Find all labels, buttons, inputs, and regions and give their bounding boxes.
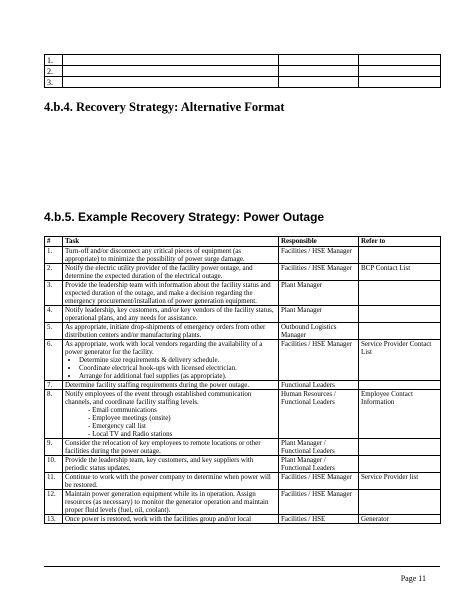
task-cell — [63, 323, 279, 340]
table-row — [45, 323, 441, 340]
task-cell — [63, 247, 279, 264]
row-number: 2. — [45, 264, 63, 281]
task-cell — [63, 340, 279, 381]
table-row — [45, 515, 441, 524]
table-header-row — [45, 237, 441, 247]
table-row — [45, 306, 441, 323]
list-item: • Determine size requirements & delivery schedule. — [79, 356, 276, 364]
row-number: 3. — [45, 77, 63, 88]
empty-cell — [359, 55, 441, 66]
task-cell — [63, 473, 279, 490]
task-bullet-list — [65, 356, 276, 380]
task-cell — [63, 381, 279, 390]
task-text: Continue to work with the power company to determine when power will be restored. — [65, 473, 271, 489]
task-text: Notify employees of the event through established communication channels, and coordinate facility staffing levels. — [65, 390, 252, 406]
task-text: Determine facility staffing requirements during the power outage. — [65, 381, 250, 389]
section-heading-alternative-format: 4.b.4. Recovery Strategy: Alternative Format — [44, 100, 285, 114]
refer-to-cell — [359, 306, 441, 323]
list-item: - Local TV and Radio stations — [95, 430, 276, 438]
task-cell — [63, 515, 279, 524]
refer-to-cell — [359, 381, 441, 390]
row-number: 4. — [45, 306, 63, 323]
task-cell — [63, 456, 279, 473]
refer-to-cell: BCP Contact List — [359, 264, 441, 281]
table-row — [45, 340, 441, 381]
list-item: • Arrange for additional fuel supplies (as appropriate). — [79, 372, 276, 380]
task-text: Maintain power generation equipment while its in operation. Assign resources (as necessary) to monitor the generator operation and maintain proper fluid levels (fuel, oil, coolant). — [65, 490, 269, 514]
row-number: 9. — [45, 439, 63, 456]
refer-to-cell: Service Provider Contact List — [359, 340, 441, 381]
row-number: 5. — [45, 323, 63, 340]
row-number: 6. — [45, 340, 63, 381]
section-heading-example-power-outage: 4.b.5. Example Recovery Strategy: Power Outage — [44, 210, 325, 224]
table-row — [45, 456, 441, 473]
responsible-cell: Outbound Logistics Manager — [279, 323, 359, 340]
responsible-cell: Facilities / HSE Manager — [279, 340, 359, 381]
list-item: • Coordinate electrical hook-ups with licensed electrician. — [79, 364, 276, 372]
task-cell — [63, 490, 279, 515]
task-text: Provide the leadership team, key customers, and key suppliers with periodic status updates. — [65, 456, 254, 472]
column-header-responsible: Responsible — [279, 237, 359, 247]
responsible-cell: Plant Manager / Functional Leaders — [279, 456, 359, 473]
task-text: As appropriate, work with local vendors regarding the availability of a power generator for the facility. — [65, 340, 263, 356]
refer-to-cell: Service Provider list — [359, 473, 441, 490]
column-header-refer-to: Refer to — [359, 237, 441, 247]
refer-to-cell — [359, 323, 441, 340]
task-text: Notify the electric utility provider of the facility power outage, and determine the expected duration of the electrical outage. — [65, 264, 253, 280]
row-number: 8. — [45, 390, 63, 439]
row-number: 1. — [45, 247, 63, 264]
refer-to-cell — [359, 439, 441, 456]
blank-numbered-table — [44, 54, 441, 88]
empty-cell — [63, 66, 279, 77]
responsible-cell: Human Resources / Functional Leaders — [279, 390, 359, 439]
task-cell — [63, 439, 279, 456]
empty-cell — [279, 66, 359, 77]
table-row — [45, 439, 441, 456]
table-row — [45, 381, 441, 390]
empty-cell — [279, 77, 359, 88]
row-number: 1. — [45, 55, 63, 66]
row-number: 12. — [45, 490, 63, 515]
responsible-cell: Facilities / HSE Manager — [279, 490, 359, 515]
task-text: Notify leadership, key customers, and/or key vendors of the facility status, operational plans, and any needs for assistance. — [65, 306, 274, 322]
refer-to-cell: Employee Contact Information — [359, 390, 441, 439]
list-item: - Employee meetings (onsite) — [95, 414, 276, 422]
table-row — [45, 490, 441, 515]
task-cell — [63, 306, 279, 323]
responsible-cell: Plant Manager — [279, 281, 359, 306]
row-number: 11. — [45, 473, 63, 490]
row-number: 13. — [45, 515, 63, 524]
table-row — [45, 55, 441, 66]
table-row — [45, 281, 441, 306]
task-cell — [63, 281, 279, 306]
empty-cell — [359, 77, 441, 88]
row-number: 3. — [45, 281, 63, 306]
row-number: 7. — [45, 381, 63, 390]
column-header-number: # — [45, 237, 63, 247]
empty-cell — [279, 55, 359, 66]
task-dash-list — [65, 406, 276, 438]
refer-to-cell — [359, 490, 441, 515]
task-text: Provide the leadership team with information about the facility status and expected duration of the outage, and make a decision regarding the emergency procurement/installation of power generation equipment. — [65, 281, 271, 305]
column-header-task: Task — [63, 237, 279, 247]
responsible-cell: Plant Manager — [279, 306, 359, 323]
list-item: - Emergency call list — [95, 422, 276, 430]
refer-to-cell — [359, 456, 441, 473]
empty-cell — [63, 77, 279, 88]
refer-to-cell — [359, 281, 441, 306]
responsible-cell: Plant Manager / Functional Leaders — [279, 439, 359, 456]
responsible-cell: Facilities / HSE Manager — [279, 264, 359, 281]
table-row — [45, 390, 441, 439]
recovery-strategy-table — [44, 236, 441, 524]
responsible-cell: Facilities / HSE — [279, 515, 359, 524]
table-row — [45, 473, 441, 490]
list-item: - Email communications — [95, 406, 276, 414]
task-text: Consider the relocation of key employees to remote locations or other facilities during the power outage. — [65, 439, 261, 455]
footer-divider — [44, 566, 440, 567]
refer-to-cell: Generator — [359, 515, 441, 524]
task-cell — [63, 264, 279, 281]
task-text: Once power is restored, work with the facilities group and/or local — [65, 515, 252, 523]
row-number: 2. — [45, 66, 63, 77]
task-text: As appropriate, initiate drop-shipments of emergency orders from other distribution centers and/or manufacturing plants. — [65, 323, 266, 339]
row-number: 10. — [45, 456, 63, 473]
responsible-cell: Functional Leaders — [279, 381, 359, 390]
empty-cell — [63, 55, 279, 66]
responsible-cell: Facilities / HSE Manager — [279, 473, 359, 490]
table-row — [45, 264, 441, 281]
task-cell — [63, 390, 279, 439]
refer-to-cell — [359, 247, 441, 264]
task-text: Turn-off and/or disconnect any critical pieces of equipment (as appropriate) to minimize the possibility of power surge damage. — [65, 247, 245, 263]
table-row — [45, 77, 441, 88]
responsible-cell: Facilities / HSE Manager — [279, 247, 359, 264]
page-number: Page 11 — [400, 574, 426, 583]
empty-cell — [359, 66, 441, 77]
table-row — [45, 247, 441, 264]
table-row — [45, 66, 441, 77]
